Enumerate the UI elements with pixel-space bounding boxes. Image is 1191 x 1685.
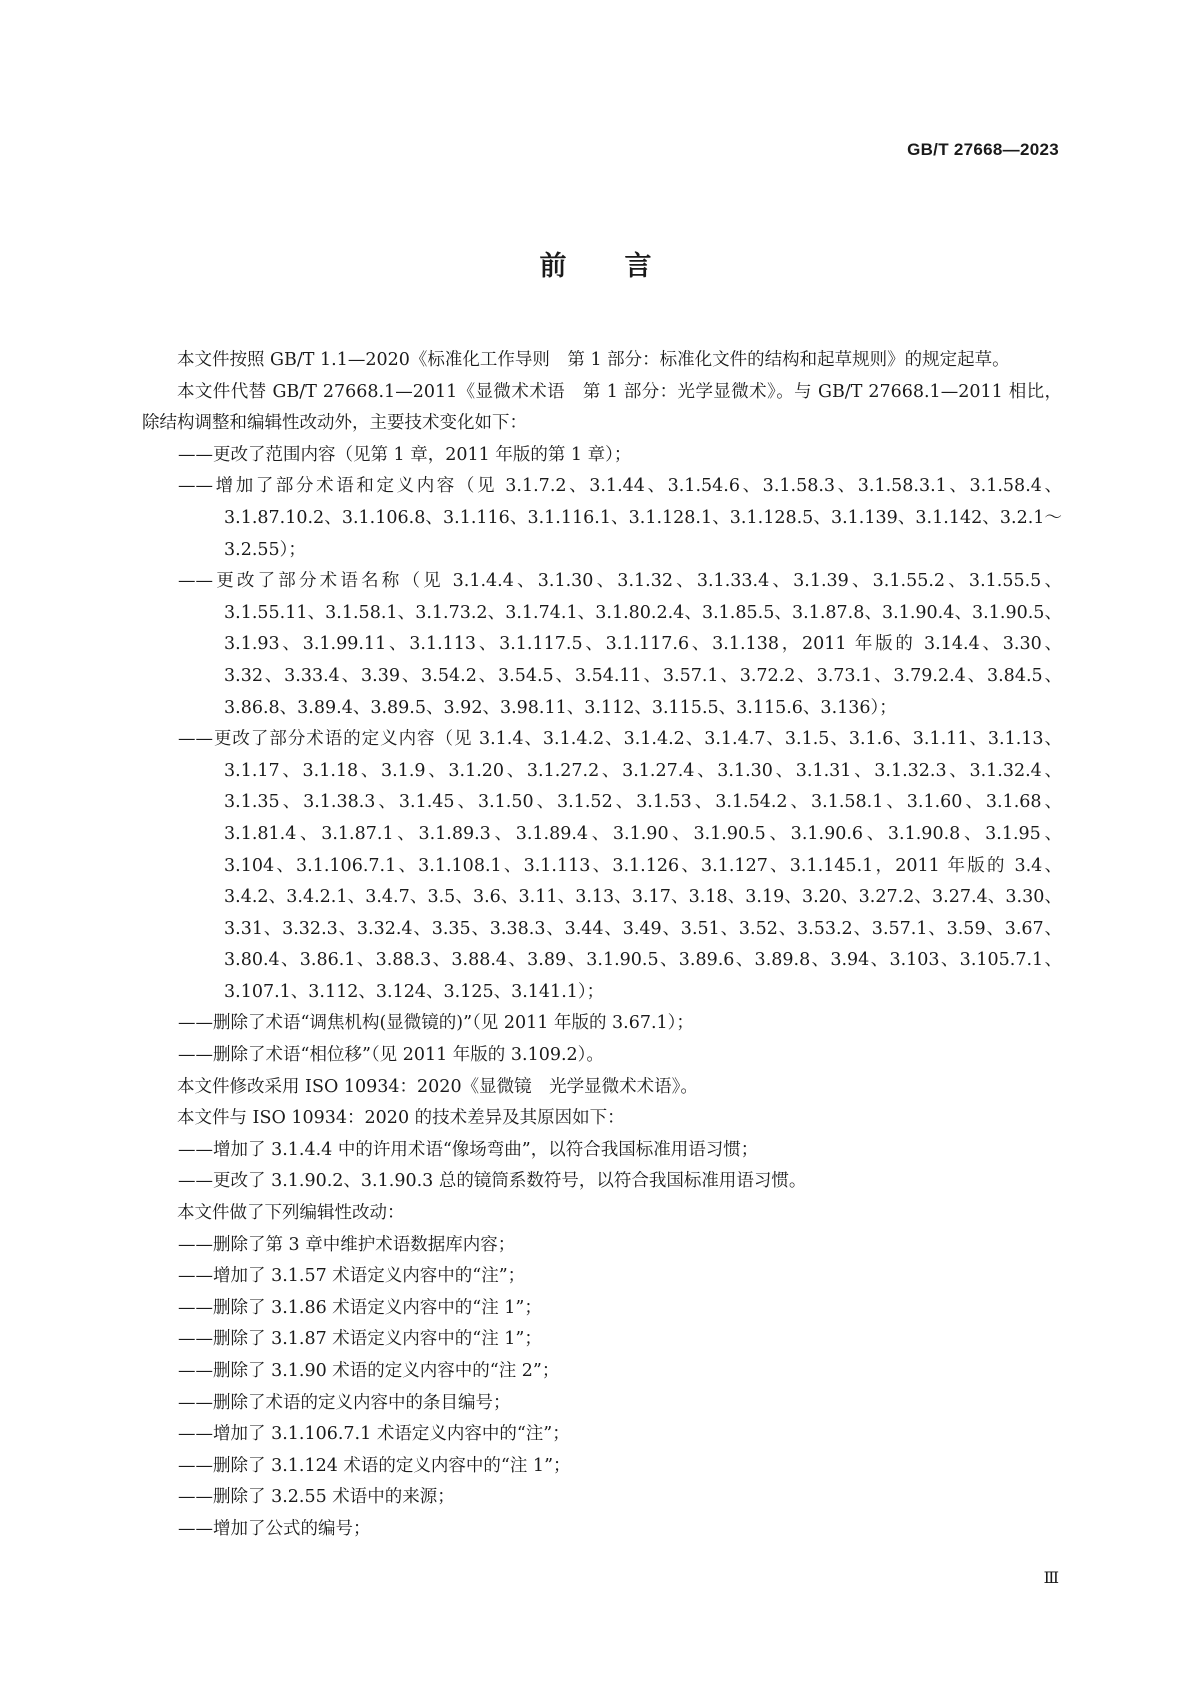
list-item: ——更改了部分术语的定义内容（见 3.1.4、3.1.4.2、3.1.4.2、3.1.4.7、3.1.5、3.1.6、3.1.11、3.1.13、3.1.17、3.1.18、3.1.9、3.1.20、3.1.27.2、3.1.27.4、3.1.30、3.1.31、3.1.32.3、3.1.32.4、3.1.35、3.1.38.3、3.1.45、3.1.50、3.1.52、3.1.53、3.1.54.2、3.1.58.1、3.1.60、3.1.68、3.1.81.4、3.1.87.1、3.1.89.3、3.1.89.4、3.1.90、3.1.90.5、3.1.90.6、3.1.90.8、3.1.95、3.104、3.1.106.7.1、3.1.108.1、3.1.113、3.1.126、3.1.127、3.1.145.1，2011 年版的 3.4、3.4.2、3.4.2.1、3.4.7、3.5、3.6、3.11、3.13、3.17、3.18、3.19、3.20、3.27.2、3.27.4、3.30、3.31、3.32.3、3.32.4、3.35、3.38.3、3.44、3.49、3.51、3.52、3.53.2、3.57.1、3.59、3.67、3.80.4、3.86.1、3.88.3、3.88.4、3.89、3.1.90.5、3.89.6、3.89.8、3.94、3.103、3.105.7.1、3.107.1、3.112、3.124、3.125、3.141.1）； xyxy=(178,729,1062,1002)
paragraph-replacement: 本文件代替 GB/T 27668.1—2011《显微术术语 第 1 部分：光学显微术》。与 GB/T 27668.1—2011 相比，除结构调整和编辑性改动外，主要技术变化如下： xyxy=(142,381,1062,434)
list-item: ——删除了 3.2.55 术语中的来源； xyxy=(178,1487,455,1508)
foreword-body xyxy=(142,345,1062,1546)
page-number: Ⅲ xyxy=(1043,1568,1059,1587)
page-title: 前言 xyxy=(539,251,710,282)
list-item: ——删除了 3.1.87 术语定义内容中的“注 1”； xyxy=(178,1329,542,1350)
list-item: ——增加了 3.1.106.7.1 术语定义内容中的“注”； xyxy=(178,1424,570,1445)
list-item: ——增加了部分术语和定义内容（见 3.1.7.2、3.1.44、3.1.54.6、3.1.58.3、3.1.58.3.1、3.1.58.4、3.1.87.10.2、3.1.106.8、3.1.116、3.1.116.1、3.1.128.1、3.1.128.5、3.1.139、3.1.142、3.2.1～3.2.55）； xyxy=(178,476,1062,560)
list-item: ——删除了 3.1.124 术语的定义内容中的“注 1”； xyxy=(178,1455,571,1476)
list-item: ——删除了术语的定义内容中的条目编号； xyxy=(178,1392,511,1413)
list-item: ——增加了公式的编号； xyxy=(178,1518,371,1539)
list-item: ——删除了术语“调焦机构(显微镜的)”（见 2011 年版的 3.67.1）； xyxy=(178,1013,694,1034)
paragraph-iso-adoption: 本文件修改采用 ISO 10934：2020《显微镜 光学显微术术语》。 xyxy=(177,1076,698,1097)
paragraph-editorial-intro: 本文件做了下列编辑性改动： xyxy=(177,1203,405,1224)
list-item: ——删除了 3.1.90 术语的定义内容中的“注 2”； xyxy=(178,1361,560,1381)
list-item: ——更改了部分术语名称（见 3.1.4.4、3.1.30、3.1.32、3.1.33.4、3.1.39、3.1.55.2、3.1.55.5、3.1.55.11、3.1.58.1、3.1.73.2、3.1.74.1、3.1.80.2.4、3.1.85.5、3.1.87.8、3.1.90.4、3.1.90.5、3.1.93、3.1.99.11、3.1.113、3.1.117.5、3.1.117.6、3.1.138，2011 年版的 3.14.4、3.30、3.32、3.33.4、3.39、3.54.2、3.54.5、3.54.11、3.57.1、3.72.2、3.73.1、3.79.2.4、3.84.5、3.86.8、3.89.4、3.89.5、3.92、3.98.11、3.112、3.115.5、3.115.6、3.136）； xyxy=(178,571,1062,718)
standard-code: GB/T 27668—2023 xyxy=(907,140,1059,159)
list-item: ——删除了术语“相位移”（见 2011 年版的 3.109.2）。 xyxy=(178,1045,604,1066)
list-item: ——更改了范围内容（见第 1 章，2011 年版的第 1 章）； xyxy=(178,444,632,465)
list-item: ——增加了 3.1.4.4 中的许用术语“像场弯曲”，以符合我国标准用语习惯； xyxy=(178,1139,759,1160)
paragraph-drafting-rules: 本文件按照 GB/T 1.1—2020《标准化工作导则 第 1 部分：标准化文件的结构和起草规则》的规定起草。 xyxy=(177,350,1010,370)
list-item: ——增加了 3.1.57 术语定义内容中的“注”； xyxy=(178,1266,526,1287)
list-item: ——更改了 3.1.90.2、3.1.90.3 总的镜筒系数符号，以符合我国标准用语习惯。 xyxy=(178,1171,807,1192)
list-item: ——删除了第 3 章中维护术语数据库内容； xyxy=(178,1234,516,1255)
list-item: ——删除了 3.1.86 术语定义内容中的“注 1”； xyxy=(178,1297,542,1318)
paragraph-iso-differences: 本文件与 ISO 10934：2020 的技术差异及其原因如下： xyxy=(177,1108,625,1129)
